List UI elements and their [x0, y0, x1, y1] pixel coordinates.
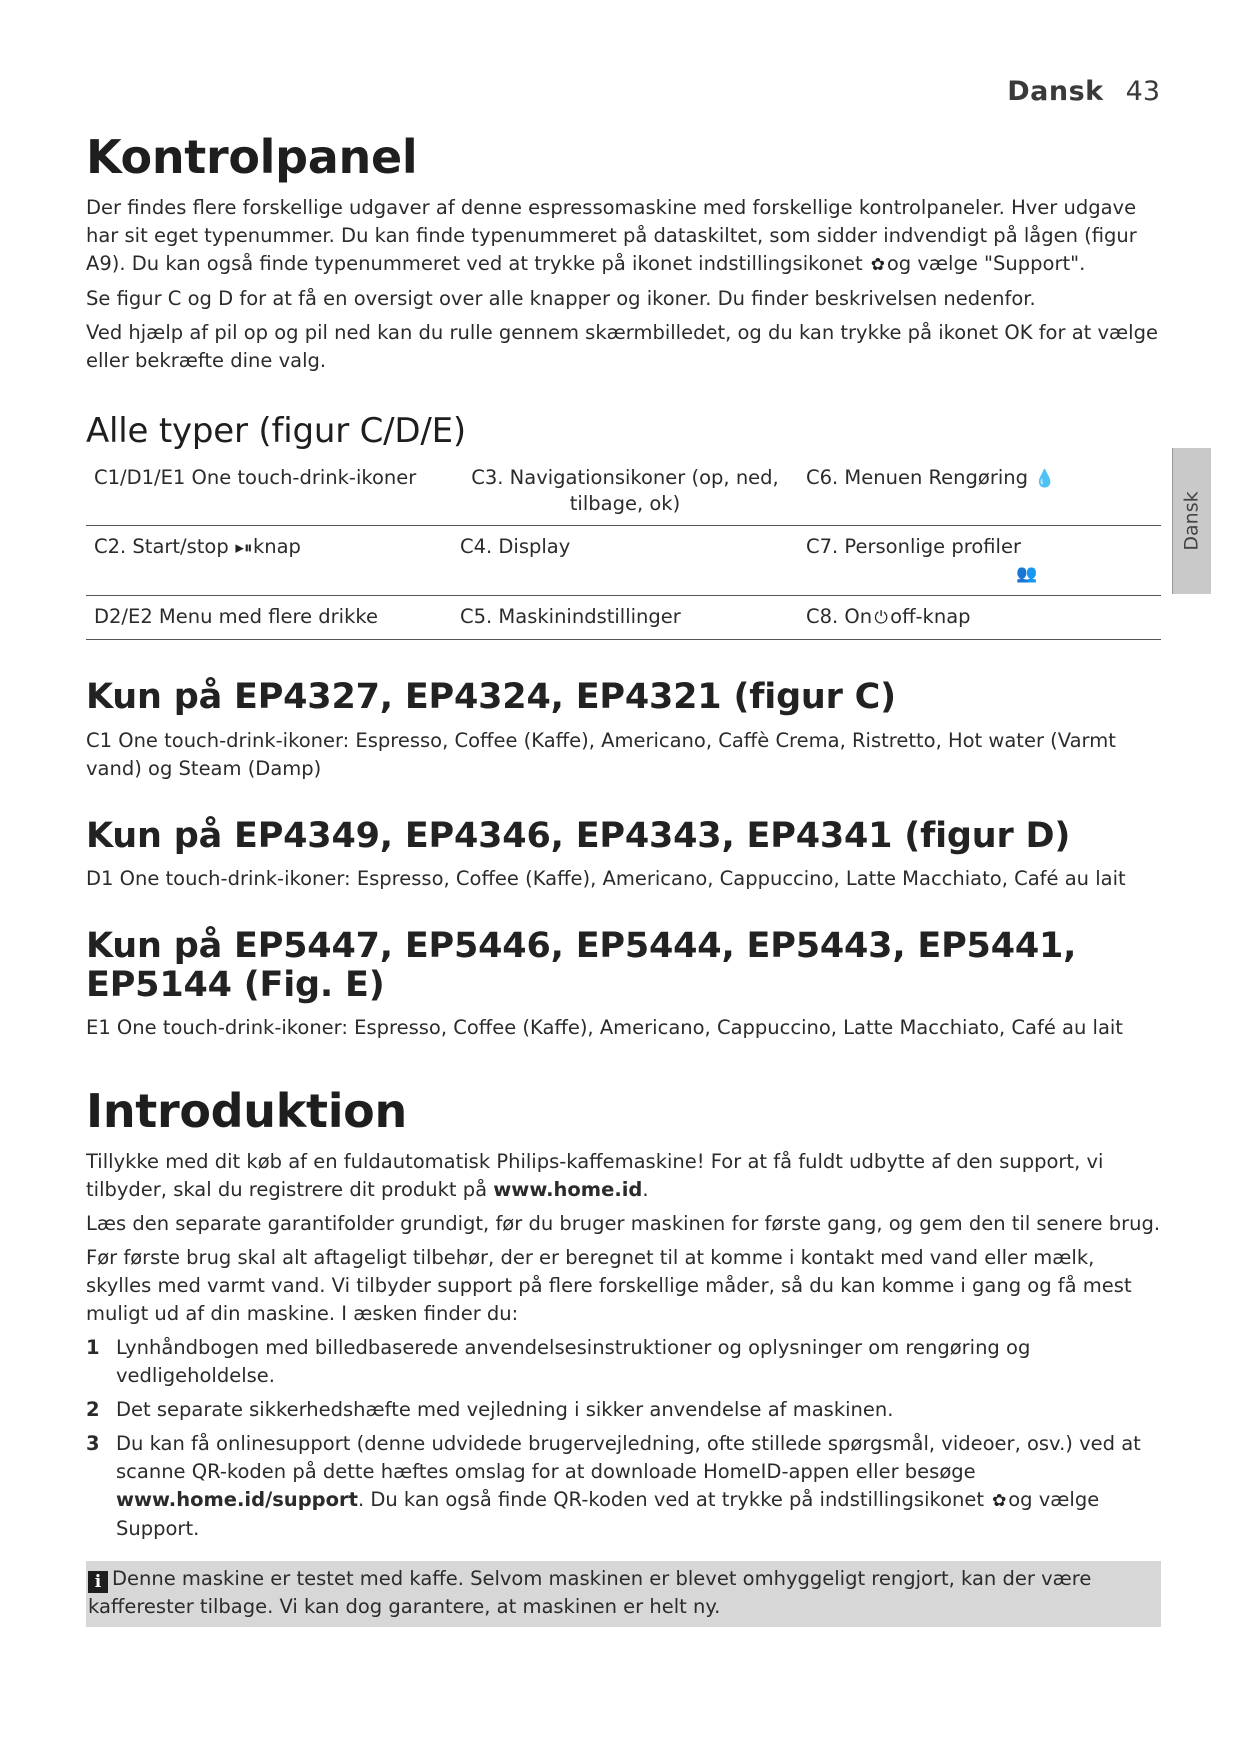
box-contents-list: [86, 1334, 1161, 1543]
section-e-text: E1 One touch-drink-ikoner: Espresso, Coffee (Kaffe), Americano, Cappuccino, Latte Macchiato, Café au lait: [86, 1016, 1123, 1039]
table-cell: D2/E2 Menu med flere drikke: [94, 605, 378, 628]
list-item: 1 Lynhåndbogen med billedbaserede anvendelsesinstruktioner og oplysninger om rengøring og vedligeholdelse.: [86, 1336, 1031, 1387]
introduktion-paragraph-1: Tillykke med dit køb af en fuldautomatisk Philips-kaffemaskine! For at få fuldt udbytte af den support, vi tilbyder, skal du registrere dit produkt på www.home.id.: [86, 1150, 1104, 1201]
introduktion-paragraph-3: Før første brug skal alt aftageligt tilbehør, der er beregnet til at komme i kontakt med vand eller mælk, skylles med varmt vand. Vi tilbyder support på flere forskellige måder, så du kan komme i gang og få mest muligt ud af din maskine. I æsken finder du:: [86, 1246, 1132, 1325]
power-icon: ⏻: [874, 608, 888, 628]
alle-typer-title: Alle typer (figur C/D/E): [86, 411, 466, 451]
language-side-tab: [1172, 448, 1211, 594]
info-note-text: Denne maskine er testet med kaffe. Selvom maskinen er blevet omhyggeligt rengjort, kan der være kafferester tilbage. Vi kan dog garantere, at maskinen er helt ny.: [88, 1567, 1092, 1618]
page-header: [1007, 76, 1160, 107]
kontrolpanel-paragraph-3: Ved hjælp af pil op og pil ned kan du rulle gennem skærmbilledet, og du kan trykke på ikonet OK for at vælge eller bekræfte dine valg.: [86, 321, 1158, 372]
kontrolpanel-paragraph-1: Der findes flere forskellige udgaver af denne espressomaskine med forskellige kontrolpaneler. Hver udgave har sit eget typenummer. Du kan finde typenummeret på dataskiltet, som sidder indvendigt på lågen (figur A9). Du kan også finde typenummeret ved at trykke på ikonet indstillingsikonet ✿og vælge "Support".: [86, 194, 1161, 279]
table-cell: C8. On ⏻ off-knap: [798, 596, 1161, 640]
gear-icon: ✿: [992, 1491, 1007, 1511]
table-cell: C5. Maskinindstillinger: [460, 605, 681, 628]
profiles-icon: 👥: [1016, 564, 1038, 584]
section-c-title: Kun på EP4327, EP4324, EP4321 (figur C): [86, 677, 896, 717]
table-cell: C1/D1/E1 One touch-drink-ikoner: [94, 466, 417, 489]
table-cell: C6. Menuen Rengøring 💧: [798, 457, 1161, 526]
table-cell: C3. Navigationsikoner (op, ned, tilbage, ok): [471, 466, 779, 515]
kontrolpanel-title: Kontrolpanel: [86, 130, 418, 184]
list-item: 2 Det separate sikkerhedshæfte med vejledning i sikker anvendelse af maskinen.: [86, 1398, 894, 1421]
section-c-text: C1 One touch-drink-ikoner: Espresso, Coffee (Kaffe), Americano, Caffè Crema, Ristretto, Hot water (Varmt vand) og Steam (Damp): [86, 728, 1116, 780]
table-row: [86, 526, 1161, 596]
table-row: [86, 457, 1161, 526]
info-note: [86, 1561, 1161, 1627]
side-tab-label: Dansk: [1181, 491, 1203, 551]
introduktion-title: Introduktion: [86, 1084, 407, 1138]
drop-icon: 💧: [1034, 469, 1056, 489]
page-number: 43: [1125, 76, 1160, 107]
section-e-title: Kun på EP5447, EP5446, EP5444, EP5443, EP5441, EP5144 (Fig. E): [86, 926, 1077, 1005]
header-language: Dansk: [1007, 76, 1104, 107]
gear-icon: ✿: [870, 255, 885, 275]
section-d-title: Kun på EP4349, EP4346, EP4343, EP4341 (figur D): [86, 815, 1071, 856]
table-cell: C2. Start/stop ▸⏸knap: [86, 526, 452, 596]
kontrolpanel-paragraph-2: Se figur C og D for at få en oversigt over alle knapper og ikoner. Du finder beskrivelsen nedenfor.: [86, 287, 1036, 310]
table-row: [86, 596, 1161, 640]
table-cell: C4. Display: [460, 535, 571, 558]
list-item: 3 Du kan få onlinesupport (denne udvidede brugervejledning, ofte stillede spørgsmål, videoer, osv.) ved at scanne QR-koden på dette hæftes omslag for at downloade HomeID-appen eller besøge www.home.id/support. Du kan også finde QR-koden ved at trykke på indstillingsikonet ✿og vælge Support.: [86, 1432, 1141, 1540]
play-pause-icon: ▸⏸: [235, 538, 253, 558]
introduktion-paragraph-2: Læs den separate garantifolder grundigt, før du bruger maskinen for første gang, og gem den til senere brug.: [86, 1212, 1161, 1235]
home-id-link[interactable]: www.home.id: [493, 1178, 643, 1201]
control-panel-table: [86, 457, 1161, 640]
support-link[interactable]: www.home.id/support: [116, 1488, 358, 1511]
table-cell: C7. Personlige profiler👥: [798, 526, 1161, 596]
page-content: [86, 130, 1161, 1627]
section-d-text: D1 One touch-drink-ikoner: Espresso, Coffee (Kaffe), Americano, Cappuccino, Latte Macchiato, Café au lait: [86, 867, 1126, 890]
info-icon: i: [88, 1571, 108, 1593]
